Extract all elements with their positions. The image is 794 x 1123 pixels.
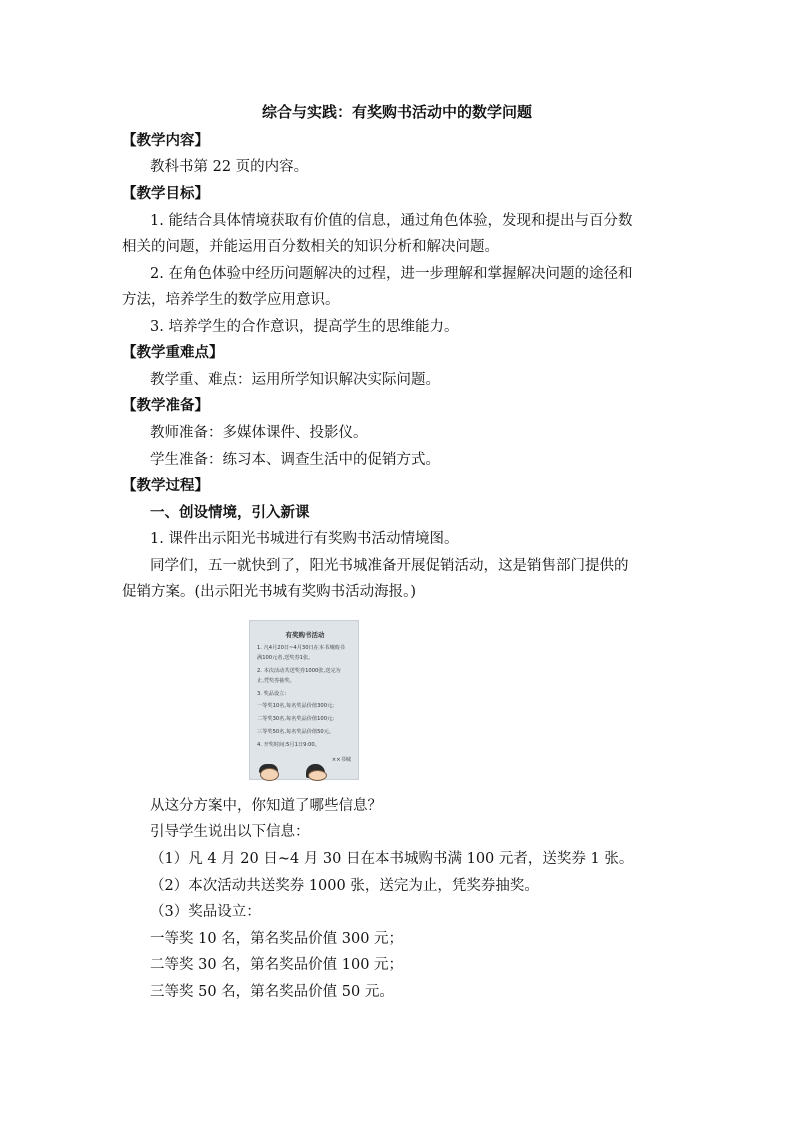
paragraph: 教科书第 22 页的内容。 bbox=[150, 159, 309, 175]
paragraph: 1. 能结合具体情境获取有价值的信息，通过角色体验，发现和提出与百分数 bbox=[150, 213, 633, 229]
heading-preparation: 【教学准备】 bbox=[122, 398, 209, 414]
paragraph: （1）凡 4 月 20 日~4 月 30 日在本书城购书满 100 元者，送奖券 1 张。 bbox=[150, 851, 634, 867]
poster-line: 1. 凡4月20日~4月30日在本书城购书 bbox=[257, 645, 345, 651]
poster-title: 有奖购书活动 bbox=[285, 631, 325, 639]
paragraph: 2. 在角色体验中经历问题解决的过程，进一步理解和掌握解决问题的途径和 bbox=[150, 266, 633, 282]
paragraph: 同学们，五一就快到了，阳光书城准备开展促销活动，这是销售部门提供的 bbox=[150, 558, 629, 574]
paragraph: （2）本次活动共送奖券 1000 张，送完为止，凭奖券抽奖。 bbox=[150, 878, 539, 894]
boy-face-illustration bbox=[260, 768, 279, 781]
poster-line: 止,凭奖券抽奖。 bbox=[257, 678, 295, 684]
paragraph: （3）奖品设立： bbox=[150, 904, 261, 920]
promotion-poster-image bbox=[249, 620, 359, 780]
girl-face-illustration bbox=[308, 770, 327, 781]
paragraph: 二等奖 30 名，第名奖品价值 100 元； bbox=[150, 957, 404, 973]
paragraph: 方法，培养学生的数学应用意识。 bbox=[122, 292, 340, 308]
paragraph: 3. 培养学生的合作意识，提高学生的思维能力。 bbox=[150, 319, 459, 335]
poster-line: 三等奖50名,每名奖品价值50元。 bbox=[257, 729, 335, 735]
poster-line: 2. 本次活动共送奖券1000张,送完为 bbox=[257, 668, 341, 674]
paragraph: 三等奖 50 名，第名奖品价值 50 元。 bbox=[150, 984, 394, 1000]
paragraph: 教师准备：多媒体课件、投影仪。 bbox=[150, 425, 368, 441]
poster-signature: ××书城 bbox=[331, 757, 351, 763]
paragraph: 从这分方案中，你知道了哪些信息？ bbox=[150, 798, 382, 814]
heading-teaching-process: 【教学过程】 bbox=[122, 478, 209, 494]
poster-line: 二等奖30名,每名奖品价值100元; bbox=[257, 716, 334, 722]
paragraph: 1. 课件出示阳光书城进行有奖购书活动情境图。 bbox=[150, 531, 459, 547]
document-title: 综合与实践：有奖购书活动中的数学问题 bbox=[261, 103, 532, 121]
subheading-intro: 一、创设情境，引入新课 bbox=[150, 505, 310, 521]
poster-line: 4. 开奖时间:5月1日9:00。 bbox=[257, 742, 320, 748]
paragraph: 一等奖 10 名，第名奖品价值 300 元； bbox=[150, 931, 404, 947]
paragraph: 教学重、难点：运用所学知识解决实际问题。 bbox=[150, 372, 440, 388]
paragraph: 促销方案。(出示阳光书城有奖购书活动海报。) bbox=[122, 584, 417, 600]
poster-line: 满100元者,送奖券1张。 bbox=[257, 655, 314, 661]
paragraph: 学生准备：练习本、调查生活中的促销方式。 bbox=[150, 452, 440, 468]
heading-key-points: 【教学重难点】 bbox=[122, 345, 224, 361]
poster-line: 一等奖10名,每名奖品价值300元; bbox=[257, 703, 334, 709]
poster-line: 3. 奖品设立: bbox=[257, 691, 287, 697]
paragraph: 相关的问题，并能运用百分数相关的知识分析和解决问题。 bbox=[122, 239, 499, 255]
paragraph: 引导学生说出以下信息： bbox=[150, 824, 310, 840]
heading-teaching-content: 【教学内容】 bbox=[122, 133, 209, 149]
heading-teaching-goals: 【教学目标】 bbox=[122, 186, 209, 202]
